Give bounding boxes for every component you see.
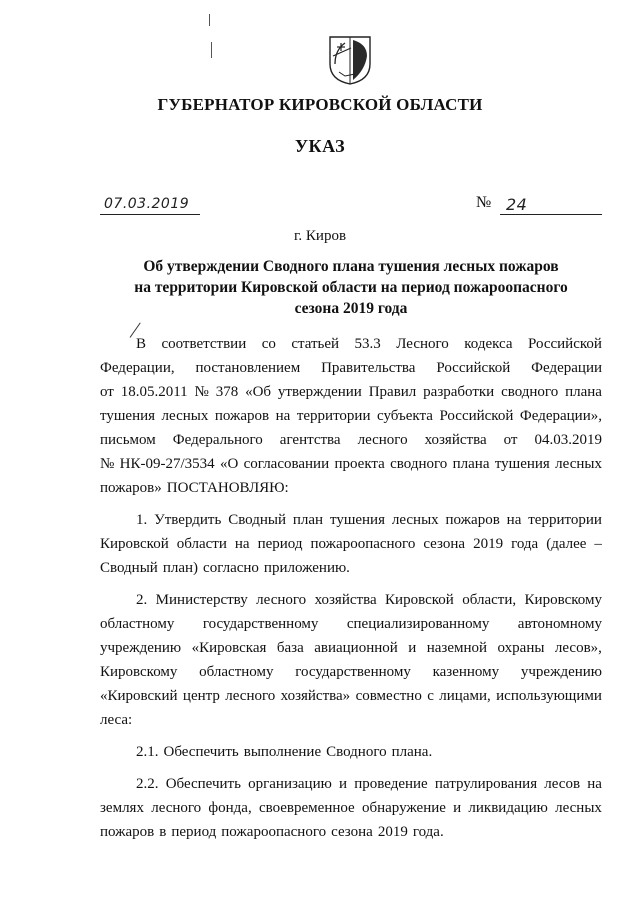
word: хозяйства — [424, 432, 487, 448]
paragraph-line — [100, 508, 602, 532]
word: казенному — [432, 664, 500, 680]
word: – — [594, 536, 602, 552]
governor-title: ГУБЕРНАТОР КИРОВСКОЙ ОБЛАСТИ — [157, 95, 483, 114]
word: пожаров — [214, 408, 270, 424]
word: приложению. — [263, 560, 350, 576]
decree-subject — [100, 256, 602, 319]
word: период — [257, 536, 303, 552]
word: Федерации — [531, 360, 602, 376]
document-type-title: УКАЗ — [294, 136, 346, 156]
word: и — [408, 640, 417, 656]
word: тушения — [494, 456, 550, 472]
word: Федерации, — [100, 360, 175, 376]
word: (далее — [546, 536, 587, 552]
word: статьей — [291, 336, 340, 352]
word: лесов», — [554, 640, 602, 656]
paragraph-line — [100, 556, 602, 580]
word: выполнение — [243, 744, 322, 760]
word: база — [276, 640, 304, 656]
paragraph — [100, 588, 602, 732]
word: сводного — [390, 456, 448, 472]
word: пожаров — [445, 512, 500, 528]
word: совместно — [355, 688, 422, 704]
paragraph-line — [100, 380, 602, 404]
word: «Кировский — [100, 688, 178, 704]
word: пожаров» — [100, 480, 162, 496]
word: областному — [199, 664, 274, 680]
word: автономному — [517, 616, 602, 632]
word: со — [261, 336, 276, 352]
word: Правил — [368, 384, 417, 400]
word: Министерству — [155, 592, 248, 608]
word: учреждению — [100, 640, 182, 656]
paragraph-line — [100, 588, 602, 612]
word: лесных — [161, 408, 209, 424]
number-label: № — [476, 194, 492, 211]
date-value: 07.03.2019 — [104, 196, 190, 212]
word: Российской — [439, 408, 514, 424]
paragraph-line — [100, 356, 602, 380]
city-label: г. Киров — [293, 228, 347, 244]
paragraph-line — [100, 476, 602, 500]
subject-line: Об утверждении Сводного плана тушения лесных пожаров — [143, 258, 559, 275]
word: соответствии — [161, 336, 247, 352]
paragraph — [100, 740, 602, 764]
word: области, — [462, 592, 517, 608]
word: № — [100, 456, 115, 472]
word: «Кировская — [191, 640, 267, 656]
word: и — [453, 800, 462, 816]
word: территории — [296, 408, 371, 424]
word: 1. — [136, 512, 148, 528]
word: хозяйства — [314, 592, 377, 608]
word: Российской — [528, 336, 602, 352]
word: ликвидацию — [468, 800, 548, 816]
word: субъекта — [377, 408, 433, 424]
word: лесного — [357, 432, 408, 448]
paragraph-gap — [100, 764, 602, 772]
word: с — [427, 688, 434, 704]
word: Утвердить — [154, 512, 222, 528]
word: пожароопасного — [221, 824, 327, 840]
word: Обеспечить — [163, 744, 239, 760]
word: Сводный — [100, 560, 158, 576]
number-value: 24 — [506, 195, 528, 214]
word: проведение — [354, 776, 428, 792]
word: Сводного — [326, 744, 387, 760]
word: Обеспечить — [165, 776, 241, 792]
word: лесного — [225, 688, 276, 704]
word: от — [503, 432, 518, 448]
word: пожаров — [100, 824, 155, 840]
paragraph — [100, 508, 602, 580]
word: утверждении — [277, 384, 362, 400]
word: территории — [528, 512, 602, 528]
word: специализированному — [346, 616, 490, 632]
paragraph-line — [100, 684, 602, 708]
word: лесных — [555, 800, 602, 816]
word: 2. — [136, 592, 148, 608]
word: пожароопасного — [310, 536, 416, 552]
word: сезона — [423, 536, 466, 552]
word: 378 — [215, 384, 239, 400]
word: патрулирования — [434, 776, 538, 792]
word: согласно — [203, 560, 259, 576]
paragraph-line — [100, 796, 602, 820]
word: Федерального — [172, 432, 263, 448]
word: лесных — [555, 456, 602, 472]
word: на — [275, 408, 291, 424]
word: плана — [565, 384, 602, 400]
paragraph-line — [100, 404, 602, 428]
paragraph-line — [100, 612, 602, 636]
word: от — [100, 384, 114, 400]
word: Российской — [436, 360, 511, 376]
scan-mark — [211, 42, 212, 58]
word: тушения — [329, 512, 385, 528]
word: «О — [219, 456, 239, 472]
paragraph-gap — [100, 580, 602, 588]
word: лесного — [256, 592, 307, 608]
word: на — [506, 512, 522, 528]
word: НК-09-27/3534 — [119, 456, 215, 472]
word: государственному — [202, 616, 319, 632]
kirov-coat-of-arms-icon — [327, 34, 373, 86]
word: 18.05.2011 — [120, 384, 188, 400]
word: В — [136, 336, 147, 352]
word: лесов — [544, 776, 581, 792]
word: Правительства — [321, 360, 416, 376]
word: 2.1. — [136, 744, 159, 760]
word: 2019 — [473, 536, 504, 552]
word: области — [176, 536, 227, 552]
word: землях — [100, 800, 144, 816]
word: лесного — [151, 800, 202, 816]
paragraph-gap — [100, 732, 602, 740]
word: 2.2. — [136, 776, 159, 792]
word: Лесного — [396, 336, 449, 352]
word: на — [587, 776, 602, 792]
paragraph-line — [100, 332, 602, 356]
number-field — [500, 196, 602, 215]
paragraph-line — [100, 772, 602, 796]
word: и — [339, 776, 348, 792]
word: года — [511, 536, 539, 552]
word: проекта — [334, 456, 385, 472]
word: плана. — [391, 744, 433, 760]
paragraph — [100, 332, 602, 500]
word: государственному — [295, 664, 411, 680]
word: агентства — [279, 432, 341, 448]
word: использующими — [496, 688, 602, 704]
word: учреждению — [520, 664, 602, 680]
paragraph-line — [100, 660, 602, 684]
date-field — [100, 196, 200, 215]
paragraph-line — [100, 708, 602, 732]
paragraph-line — [100, 740, 602, 764]
word: Кировской — [100, 536, 169, 552]
word: Кировскому — [524, 592, 602, 608]
word: постановлением — [195, 360, 301, 376]
word: авиационной — [314, 640, 398, 656]
word: сводного — [501, 384, 559, 400]
word: ПОСТАНОВЛЯЮ: — [166, 480, 289, 496]
word: Кировскому — [100, 664, 178, 680]
word: 53.3 — [354, 336, 381, 352]
subject-line: на территории Кировской области на период пожароопасного — [134, 279, 568, 296]
decree-body — [100, 332, 602, 844]
word: письмом — [100, 432, 156, 448]
word: лесных — [391, 512, 439, 528]
word: «Об — [245, 384, 272, 400]
word: организацию — [248, 776, 332, 792]
word: период — [171, 824, 217, 840]
word: хозяйства» — [280, 688, 351, 704]
paragraph — [100, 772, 602, 844]
word: обнаружение — [361, 800, 446, 816]
paragraph-line — [100, 636, 602, 660]
paragraph-line — [100, 820, 602, 844]
word: Федерации», — [519, 408, 602, 424]
paragraph-line — [100, 428, 602, 452]
word: в — [159, 824, 167, 840]
subject-line: сезона 2019 года — [294, 300, 408, 317]
paragraph-line — [100, 532, 602, 556]
word: план) — [162, 560, 199, 576]
word: центр — [182, 688, 220, 704]
word: фонда, — [208, 800, 252, 816]
word: наземной — [426, 640, 488, 656]
word: Сводный — [228, 512, 287, 528]
paragraph-line — [100, 452, 602, 476]
word: охраны — [497, 640, 545, 656]
word: № — [194, 384, 209, 400]
word: кодекса — [464, 336, 513, 352]
word: областному — [100, 616, 175, 632]
word: сезона — [331, 824, 373, 840]
word: года. — [412, 824, 444, 840]
word: согласовании — [243, 456, 330, 472]
word: на — [234, 536, 250, 552]
word: 04.03.2019 — [534, 432, 602, 448]
word: леса: — [100, 712, 133, 728]
word: плана — [452, 456, 490, 472]
word: тушения — [100, 408, 156, 424]
word: своевременное — [258, 800, 355, 816]
scan-mark — [209, 14, 210, 26]
paragraph-gap — [100, 500, 602, 508]
word: план — [292, 512, 324, 528]
word: лицами, — [439, 688, 491, 704]
word: 2019 — [377, 824, 408, 840]
word: Кировской — [385, 592, 454, 608]
word: разработки — [423, 384, 495, 400]
